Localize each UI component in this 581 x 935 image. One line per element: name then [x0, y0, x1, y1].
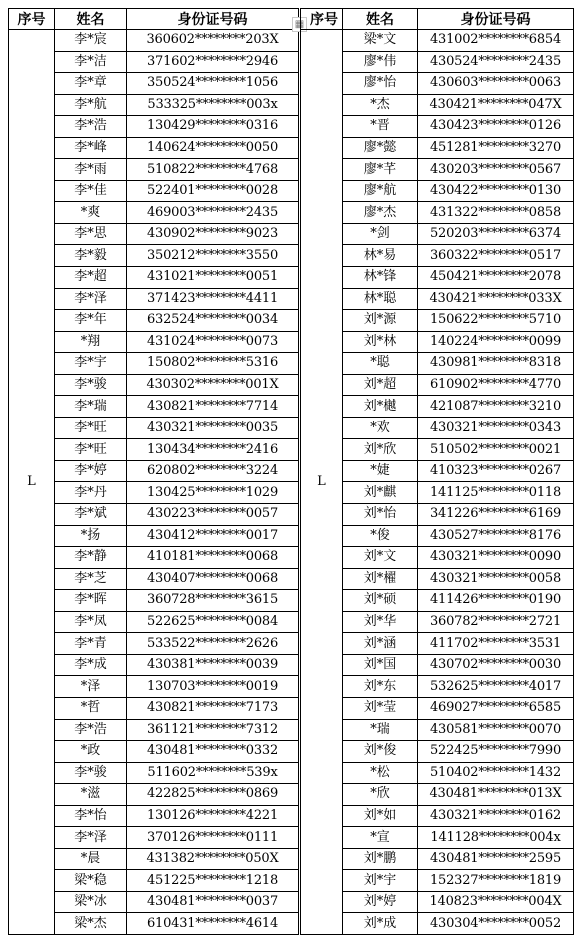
- name-cell: 林*锋: [343, 267, 418, 289]
- name-cell: 李*泽: [55, 827, 127, 849]
- id-number-cell: 430321********0058: [418, 568, 574, 590]
- id-number-cell: 450421********2078: [418, 267, 574, 289]
- name-cell: 刘*成: [343, 913, 418, 935]
- id-number-cell: 430203********0567: [418, 159, 574, 181]
- id-number-cell: 371423********4411: [127, 288, 299, 310]
- name-cell: *婕: [343, 460, 418, 482]
- id-number-cell: 431322********0858: [418, 202, 574, 224]
- id-number-cell: 430421********033X: [418, 288, 574, 310]
- name-cell: *宣: [343, 827, 418, 849]
- id-number-cell: 141125********0118: [418, 482, 574, 504]
- id-number-cell: 510502********0021: [418, 439, 574, 461]
- id-number-cell: 130434********2416: [127, 439, 299, 461]
- name-cell: *晨: [55, 848, 127, 870]
- id-number-cell: 430821********7173: [127, 697, 299, 719]
- id-number-cell: 410323********0267: [418, 460, 574, 482]
- name-cell: 刘*林: [343, 331, 418, 353]
- name-cell: 廖*伟: [343, 51, 418, 73]
- name-cell: 李*成: [55, 654, 127, 676]
- name-cell: 刘*俊: [343, 741, 418, 763]
- id-number-cell: 430321********0343: [418, 417, 574, 439]
- name-cell: 刘*樾: [343, 396, 418, 418]
- name-cell: *剑: [343, 223, 418, 245]
- id-number-cell: 430527********8176: [418, 525, 574, 547]
- name-cell: 李*毅: [55, 245, 127, 267]
- id-number-cell: 360602********203X: [127, 30, 299, 52]
- id-number-cell: 410181********0068: [127, 547, 299, 569]
- name-cell: 李*宸: [55, 30, 127, 52]
- name-cell: 李*骏: [55, 374, 127, 396]
- id-number-cell: 371602********2946: [127, 51, 299, 73]
- name-cell: 梁*冰: [55, 891, 127, 913]
- name-cell: 李*旺: [55, 417, 127, 439]
- id-number-cell: 430524********2435: [418, 51, 574, 73]
- name-cell: 刘*欣: [343, 439, 418, 461]
- name-cell: 李*瑞: [55, 396, 127, 418]
- id-number-cell: 510402********1432: [418, 762, 574, 784]
- name-cell: *杰: [343, 94, 418, 116]
- name-cell: 李*斌: [55, 504, 127, 526]
- id-number-cell: 430702********0030: [418, 654, 574, 676]
- name-cell: 李*丹: [55, 482, 127, 504]
- name-cell: 廖*航: [343, 180, 418, 202]
- id-number-cell: 430981********8318: [418, 353, 574, 375]
- id-number-cell: 451281********3270: [418, 137, 574, 159]
- id-number-cell: 431382********050X: [127, 848, 299, 870]
- name-cell: 梁*稳: [55, 870, 127, 892]
- id-number-cell: 430603********0063: [418, 73, 574, 95]
- name-cell: 刘*麒: [343, 482, 418, 504]
- id-number-cell: 430481********013X: [418, 784, 574, 806]
- id-number-cell: 430304********0052: [418, 913, 574, 935]
- id-number-cell: 140224********0099: [418, 331, 574, 353]
- name-cell: *哲: [55, 697, 127, 719]
- id-number-cell: 411426********0190: [418, 590, 574, 612]
- id-number-cell: 430481********0037: [127, 891, 299, 913]
- name-cell: 刘*莹: [343, 697, 418, 719]
- name-cell: 李*青: [55, 633, 127, 655]
- name-cell: 李*雨: [55, 159, 127, 181]
- header-row: [9, 9, 299, 30]
- name-cell: 廖*芊: [343, 159, 418, 181]
- id-number-cell: 360728********3615: [127, 590, 299, 612]
- name-cell: *瑞: [343, 719, 418, 741]
- name-cell: 梁*文: [343, 30, 418, 52]
- id-number-cell: 522625********0084: [127, 611, 299, 633]
- seq-header: 序号: [301, 9, 343, 30]
- name-cell: 刘*硕: [343, 590, 418, 612]
- id-number-cell: 430223********0057: [127, 504, 299, 526]
- id-number-cell: 150622********5710: [418, 310, 574, 332]
- table-row: [9, 30, 299, 52]
- id-number-cell: 430581********0070: [418, 719, 574, 741]
- name-cell: 刘*鹏: [343, 848, 418, 870]
- name-cell: *政: [55, 741, 127, 763]
- name-cell: *晋: [343, 116, 418, 138]
- name-cell: 李*泽: [55, 288, 127, 310]
- id-number-cell: 430481********2595: [418, 848, 574, 870]
- id-number-cell: 430407********0068: [127, 568, 299, 590]
- name-cell: *欢: [343, 417, 418, 439]
- name-cell: 李*年: [55, 310, 127, 332]
- name-cell: 李*章: [55, 73, 127, 95]
- id-number-cell: 430902********9023: [127, 223, 299, 245]
- name-cell: 李*佳: [55, 180, 127, 202]
- name-cell: *松: [343, 762, 418, 784]
- id-number-cell: 130126********4221: [127, 805, 299, 827]
- name-cell: 李*峰: [55, 137, 127, 159]
- id-number-cell: 370126********0111: [127, 827, 299, 849]
- id-number-cell: 130703********0019: [127, 676, 299, 698]
- id-number-cell: 430302********001X: [127, 374, 299, 396]
- id-number-cell: 431024********0073: [127, 331, 299, 353]
- id-number-cell: 360782********2721: [418, 611, 574, 633]
- id-number-cell: 469027********6585: [418, 697, 574, 719]
- name-cell: 刘*涵: [343, 633, 418, 655]
- name-cell: 刘*文: [343, 547, 418, 569]
- name-cell: 刘*宇: [343, 870, 418, 892]
- name-cell: *聪: [343, 353, 418, 375]
- name-cell: 李*浩: [55, 719, 127, 741]
- name-cell: 廖*怡: [343, 73, 418, 95]
- id-number-cell: 430321********0035: [127, 417, 299, 439]
- id-number-cell: 610902********4770: [418, 374, 574, 396]
- id-number-cell: 533325********003x: [127, 94, 299, 116]
- id-number-cell: 140624********0050: [127, 137, 299, 159]
- id-number-cell: 610431********4614: [127, 913, 299, 935]
- id-number-cell: 140823********004X: [418, 891, 574, 913]
- id-number-cell: 350524********1056: [127, 73, 299, 95]
- header-row: [301, 9, 574, 30]
- name-cell: 刘*櫂: [343, 568, 418, 590]
- name-cell: 李*静: [55, 547, 127, 569]
- id-number-cell: 511602********539x: [127, 762, 299, 784]
- name-cell: 李*骏: [55, 762, 127, 784]
- roster-table-left: [8, 8, 299, 935]
- name-cell: 刘*东: [343, 676, 418, 698]
- id-number-cell: 430321********0090: [418, 547, 574, 569]
- name-cell: *扬: [55, 525, 127, 547]
- id-number-cell: 522425********7990: [418, 741, 574, 763]
- name-cell: 刘*华: [343, 611, 418, 633]
- name-cell: *爽: [55, 202, 127, 224]
- id-number-cell: 430481********0332: [127, 741, 299, 763]
- name-header: 姓名: [55, 9, 127, 30]
- name-cell: 李*超: [55, 267, 127, 289]
- id-number-cell: 430412********0017: [127, 525, 299, 547]
- id-number-cell: 341226********6169: [418, 504, 574, 526]
- id-number-cell: 430421********047X: [418, 94, 574, 116]
- id-number-cell: 360322********0517: [418, 245, 574, 267]
- id-number-cell: 451225********1218: [127, 870, 299, 892]
- id-number-cell: 130425********1029: [127, 482, 299, 504]
- name-cell: 李*宇: [55, 353, 127, 375]
- id-number-cell: 430423********0126: [418, 116, 574, 138]
- name-cell: *俊: [343, 525, 418, 547]
- name-cell: 李*怡: [55, 805, 127, 827]
- name-cell: 李*浩: [55, 116, 127, 138]
- id-number-cell: 422825********0869: [127, 784, 299, 806]
- roster-table-right: [300, 8, 574, 935]
- name-cell: 廖*杰: [343, 202, 418, 224]
- id-number-cell: 430821********7714: [127, 396, 299, 418]
- table-select-handle-icon[interactable]: ▦: [292, 17, 307, 32]
- id-number-cell: 620802********3224: [127, 460, 299, 482]
- name-cell: 李*航: [55, 94, 127, 116]
- id-number-cell: 520203********6374: [418, 223, 574, 245]
- id-number-cell: 350212********3550: [127, 245, 299, 267]
- id-number-cell: 361121********7312: [127, 719, 299, 741]
- name-cell: 李*凤: [55, 611, 127, 633]
- name-cell: 林*聪: [343, 288, 418, 310]
- id-number-cell: 431002********6854: [418, 30, 574, 52]
- name-cell: 李*芝: [55, 568, 127, 590]
- name-cell: 李*洁: [55, 51, 127, 73]
- id-number-cell: 421087********3210: [418, 396, 574, 418]
- id-number-cell: 430321********0162: [418, 805, 574, 827]
- name-cell: *滋: [55, 784, 127, 806]
- table-row: [301, 30, 574, 52]
- id-number-cell: 430381********0039: [127, 654, 299, 676]
- id-number-cell: 533522********2626: [127, 633, 299, 655]
- id-header: 身份证号码: [418, 9, 574, 30]
- id-number-cell: 632524********0034: [127, 310, 299, 332]
- name-cell: 李*思: [55, 223, 127, 245]
- name-cell: 李*晖: [55, 590, 127, 612]
- id-number-cell: 411702********3531: [418, 633, 574, 655]
- name-cell: 林*易: [343, 245, 418, 267]
- id-number-cell: 469003********2435: [127, 202, 299, 224]
- name-cell: 梁*杰: [55, 913, 127, 935]
- name-cell: *翔: [55, 331, 127, 353]
- name-cell: 刘*国: [343, 654, 418, 676]
- group-label-cell: L: [301, 30, 343, 935]
- id-number-cell: 431021********0051: [127, 267, 299, 289]
- id-number-cell: 152327********1819: [418, 870, 574, 892]
- name-cell: 刘*超: [343, 374, 418, 396]
- name-cell: 李*婷: [55, 460, 127, 482]
- name-cell: *泽: [55, 676, 127, 698]
- id-number-cell: 532625********4017: [418, 676, 574, 698]
- name-cell: *欣: [343, 784, 418, 806]
- id-number-cell: 430422********0130: [418, 180, 574, 202]
- name-header: 姓名: [343, 9, 418, 30]
- group-label-cell: L: [9, 30, 55, 935]
- name-cell: 刘*怡: [343, 504, 418, 526]
- id-number-cell: 141128********004x: [418, 827, 574, 849]
- name-cell: 刘*如: [343, 805, 418, 827]
- id-header: 身份证号码: [127, 9, 299, 30]
- id-number-cell: 510822********4768: [127, 159, 299, 181]
- id-number-cell: 130429********0316: [127, 116, 299, 138]
- name-cell: 刘*源: [343, 310, 418, 332]
- id-number-cell: 150802********5316: [127, 353, 299, 375]
- id-number-cell: 522401********0028: [127, 180, 299, 202]
- name-cell: 刘*婷: [343, 891, 418, 913]
- seq-header: 序号: [9, 9, 55, 30]
- name-cell: 李*旺: [55, 439, 127, 461]
- name-cell: 廖*懿: [343, 137, 418, 159]
